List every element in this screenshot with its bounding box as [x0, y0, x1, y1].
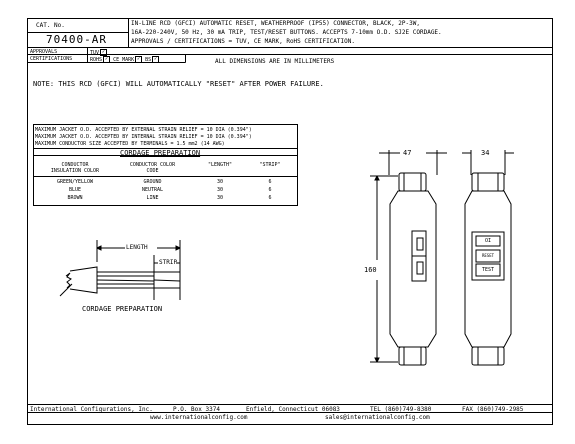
footer-fax: FAX (860)749-2985 — [462, 406, 524, 413]
description-line-1: IN-LINE RCD (GFCI) AUTOMATIC RESET, WEATHERPROOF (IP55) CONNECTOR, BLACK, 2P-3W, — [131, 20, 420, 27]
spec-line-3: MAXIMUM CONDUCTOR SIZE ACCEPTED BY TERMINALS = 1.5 mm2 (14 AWG) — [35, 141, 225, 147]
spec-line-1: MAXIMUM JACKET O.D. ACCEPTED BY EXTERNAL STRAIN RELIEF = 10 DIA (0.394") — [35, 127, 252, 133]
table-cell: BLUE — [68, 187, 82, 193]
table-cell: NEUTRAL — [141, 187, 164, 193]
table-cell: 30 — [216, 195, 224, 201]
cordage-drawing — [60, 240, 180, 300]
check-icon: ✓ — [105, 56, 109, 62]
footer-company: International Configurations, Inc. — [30, 406, 153, 413]
cordage-table-title: CORDAGE PREPARATION — [120, 149, 201, 157]
reset-button-label: RESET — [481, 253, 495, 258]
description-line-3: APPROVALS / CERTIFICATIONS = TUV, CE MARK, RoHS CERTIFICATION. — [131, 38, 355, 45]
height-dimension: 160 — [364, 266, 377, 274]
check-icon: ✓ — [154, 56, 158, 62]
dimensions-note: ALL DIMENSIONS ARE IN MILLIMETERS — [215, 58, 335, 65]
table-cell: GREEN/YELLOW — [56, 179, 94, 185]
catalog-number: 70400-AR — [46, 33, 107, 46]
table-cell: LINE — [146, 195, 159, 201]
header-length: "LENGTH" — [207, 162, 233, 168]
table-cell: 6 — [268, 179, 272, 185]
header-strip: "STRIP" — [259, 162, 281, 168]
certifications-label: CERTIFICATIONS — [30, 56, 73, 62]
footer-website-link[interactable]: www.internationalconfig.com — [150, 414, 248, 421]
table-cell: GROUND — [143, 179, 162, 185]
depth-dimension: 34 — [481, 149, 490, 157]
footer-tel: TEL (860)749-8380 — [370, 406, 432, 413]
table-cell: 6 — [268, 187, 272, 193]
device-side-view — [370, 150, 447, 365]
power-indicator-label: OI — [484, 238, 492, 244]
certifications-values: ROHS ✓ CE MARK ✓ BS ✓ — [90, 56, 158, 63]
length-label: LENGTH — [126, 244, 148, 251]
reset-note: NOTE: THIS RCD (GFCI) WILL AUTOMATICALLY "RESET" AFTER POWER FAILURE. — [33, 80, 324, 88]
header-color-code: CONDUCTOR COLOR CODE — [129, 162, 176, 174]
footer-email-link[interactable]: sales@internationalconfig.com — [325, 414, 430, 421]
cordage-caption: CORDAGE PREPARATION — [82, 305, 163, 313]
spec-line-2: MAXIMUM JACKET O.D. ACCEPTED BY INTERNAL STRAIN RELIEF = 10 DIA (0.394") — [35, 134, 252, 140]
description-line-2: 16A-220-240V, 50 Hz, 30 mA TRIP, TEST/RESET BUTTONS. ACCEPTS 7-10mm O.D. SJ2E CORDAGE. — [131, 29, 442, 36]
width-dimension: 47 — [403, 149, 412, 157]
test-button-label: TEST — [481, 267, 495, 273]
strip-label: STRIP — [159, 259, 178, 266]
table-cell: 30 — [216, 179, 224, 185]
check-icon: ✓ — [102, 49, 106, 55]
approvals-label: APPROVALS — [30, 49, 58, 55]
approvals-value: TUV ✓ — [90, 49, 106, 56]
header-insulation-color: CONDUCTOR INSULATION COLOR — [50, 162, 100, 174]
cat-label: CAT. No. — [36, 22, 65, 29]
table-cell: 30 — [216, 187, 224, 193]
table-cell: BROWN — [67, 195, 83, 201]
footer-city: Enfield, Connecticut 06083 — [246, 406, 340, 413]
check-icon: ✓ — [137, 56, 141, 62]
footer-po-box: P.O. Box 3374 — [173, 406, 220, 413]
table-cell: 6 — [268, 195, 272, 201]
